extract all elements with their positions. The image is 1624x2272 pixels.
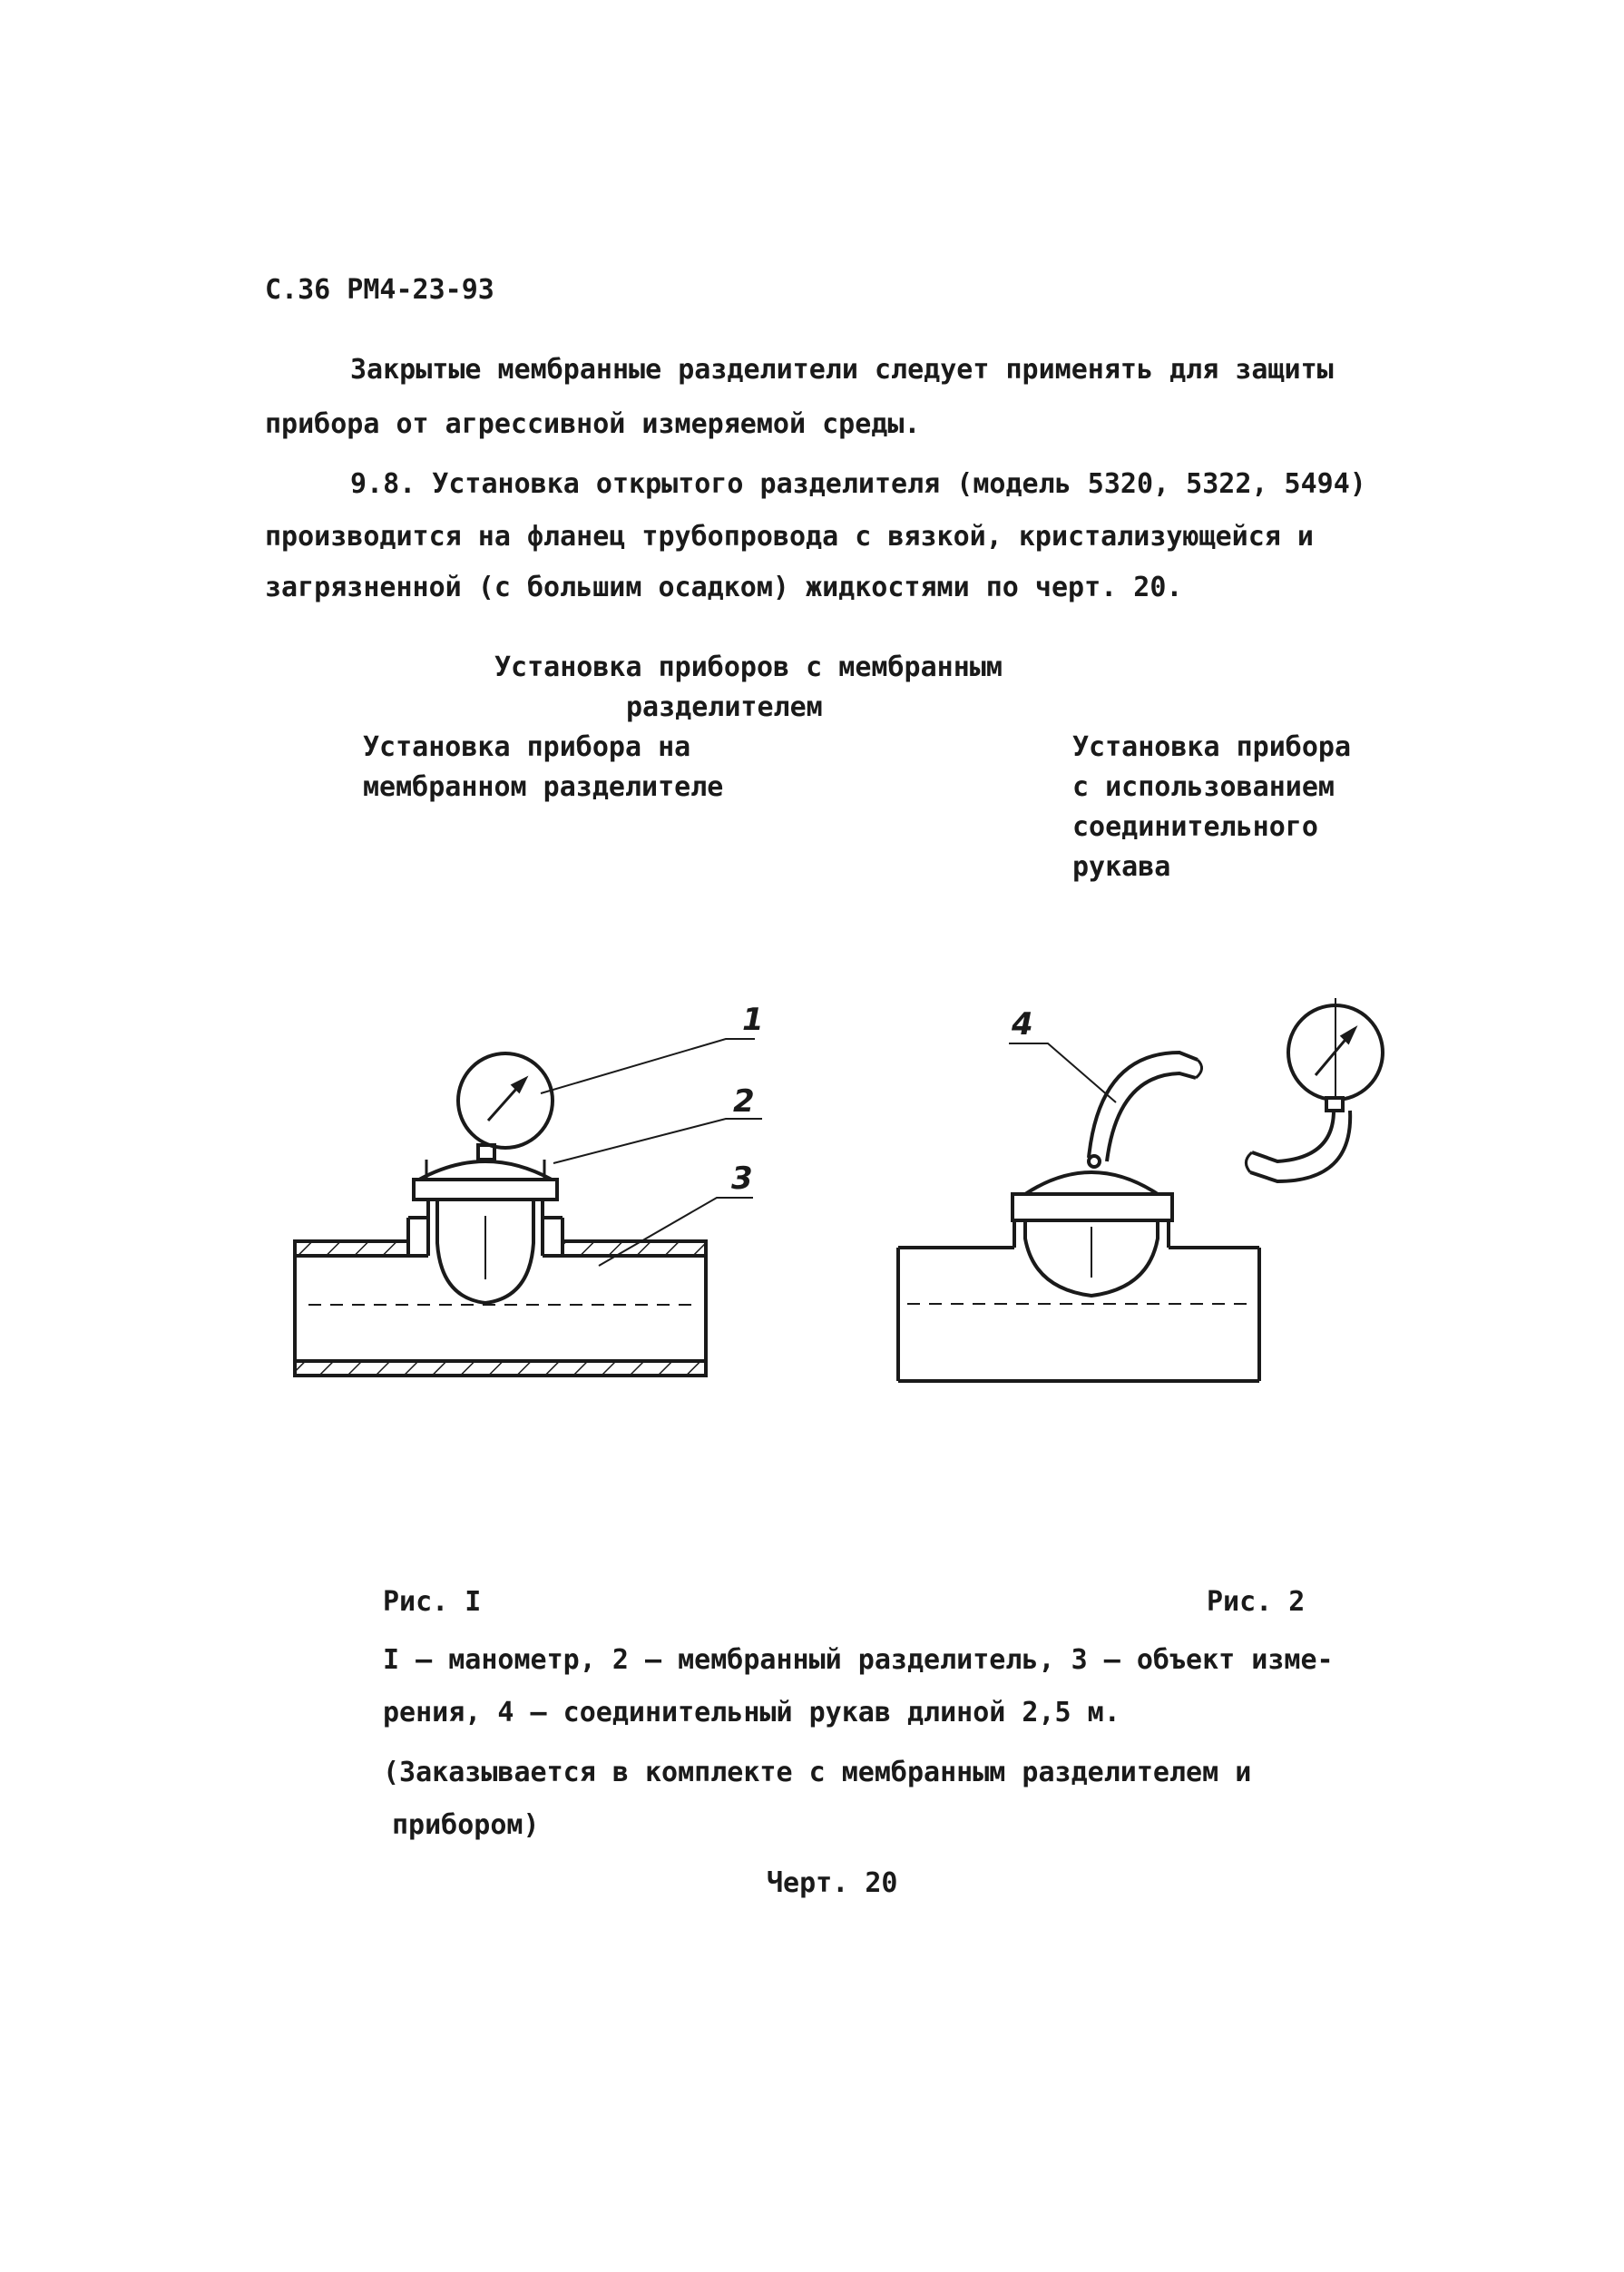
callout-1: 1: [742, 1002, 764, 1038]
drawing-label: Черт. 20: [767, 1867, 898, 1899]
figure-title-line-1: Установка приборов с мембранным: [494, 651, 1003, 683]
pipe-outline-top-right: [563, 1218, 706, 1241]
pipe-top-wall: [295, 1241, 408, 1256]
figure-2-label: Рис. 2: [1207, 1586, 1306, 1618]
page-reference: С.36 РМ4-23-93: [265, 274, 494, 306]
figure-2-drawing: [898, 998, 1383, 1381]
left-caption-line-2: мембранном разделителе: [363, 771, 724, 803]
pipe-top-wall-right: [563, 1241, 706, 1256]
callout-4: 4: [1012, 1006, 1033, 1043]
paragraph-1-line-2: прибора от агрессивной измеряемой среды.: [265, 408, 921, 440]
flange-2: [1013, 1194, 1172, 1220]
leader-4: [1009, 1043, 1116, 1102]
gauge-fitting: [1252, 1111, 1334, 1161]
paragraph-2-line-2: производится на фланец трубопровода с вязкой, кристализующейся и: [265, 521, 1314, 553]
right-caption-line-3: соединительного: [1072, 811, 1318, 843]
right-caption-line-1: Установка прибора: [1072, 731, 1352, 763]
paragraph-2-line-3: загрязненной (с большим осадком) жидкостями по черт. 20.: [265, 572, 1183, 603]
pipe-bottom-wall: [295, 1361, 706, 1376]
leader-2: [553, 1119, 762, 1163]
separator-dome: [419, 1161, 552, 1180]
paragraph-1-line-1: Закрытые мембранные разделители следует применять для защиты: [350, 354, 1334, 386]
callout-2: 2: [733, 1083, 755, 1120]
paragraph-2-line-1: 9.8. Установка открытого разделителя (модель 5320, 5322, 5494): [350, 468, 1366, 500]
right-caption-line-4: рукава: [1072, 851, 1171, 883]
connecting-sleeve: [1089, 1053, 1198, 1158]
figure-title-line-2: разделителем: [626, 691, 823, 723]
left-caption-line-1: Установка прибора на: [363, 731, 691, 763]
flange: [414, 1180, 557, 1200]
callout-3: 3: [731, 1160, 753, 1197]
right-caption-line-2: с использованием: [1072, 771, 1335, 803]
note-line-1: (Заказывается в комплекте с мембранным разделителем и: [383, 1757, 1252, 1788]
pipe-outline-top: [295, 1218, 408, 1241]
leader-1: [541, 1039, 755, 1093]
figure-1-drawing: [295, 1039, 762, 1376]
note-line-2: прибором): [392, 1809, 540, 1841]
figure-1-label: Рис. I: [383, 1586, 482, 1618]
legend-line-2: рения, 4 – соединительный рукав длиной 2,5 м.: [383, 1697, 1120, 1728]
legend-line-1: I – манометр, 2 – мембранный разделитель, 3 – объект изме-: [383, 1644, 1334, 1676]
